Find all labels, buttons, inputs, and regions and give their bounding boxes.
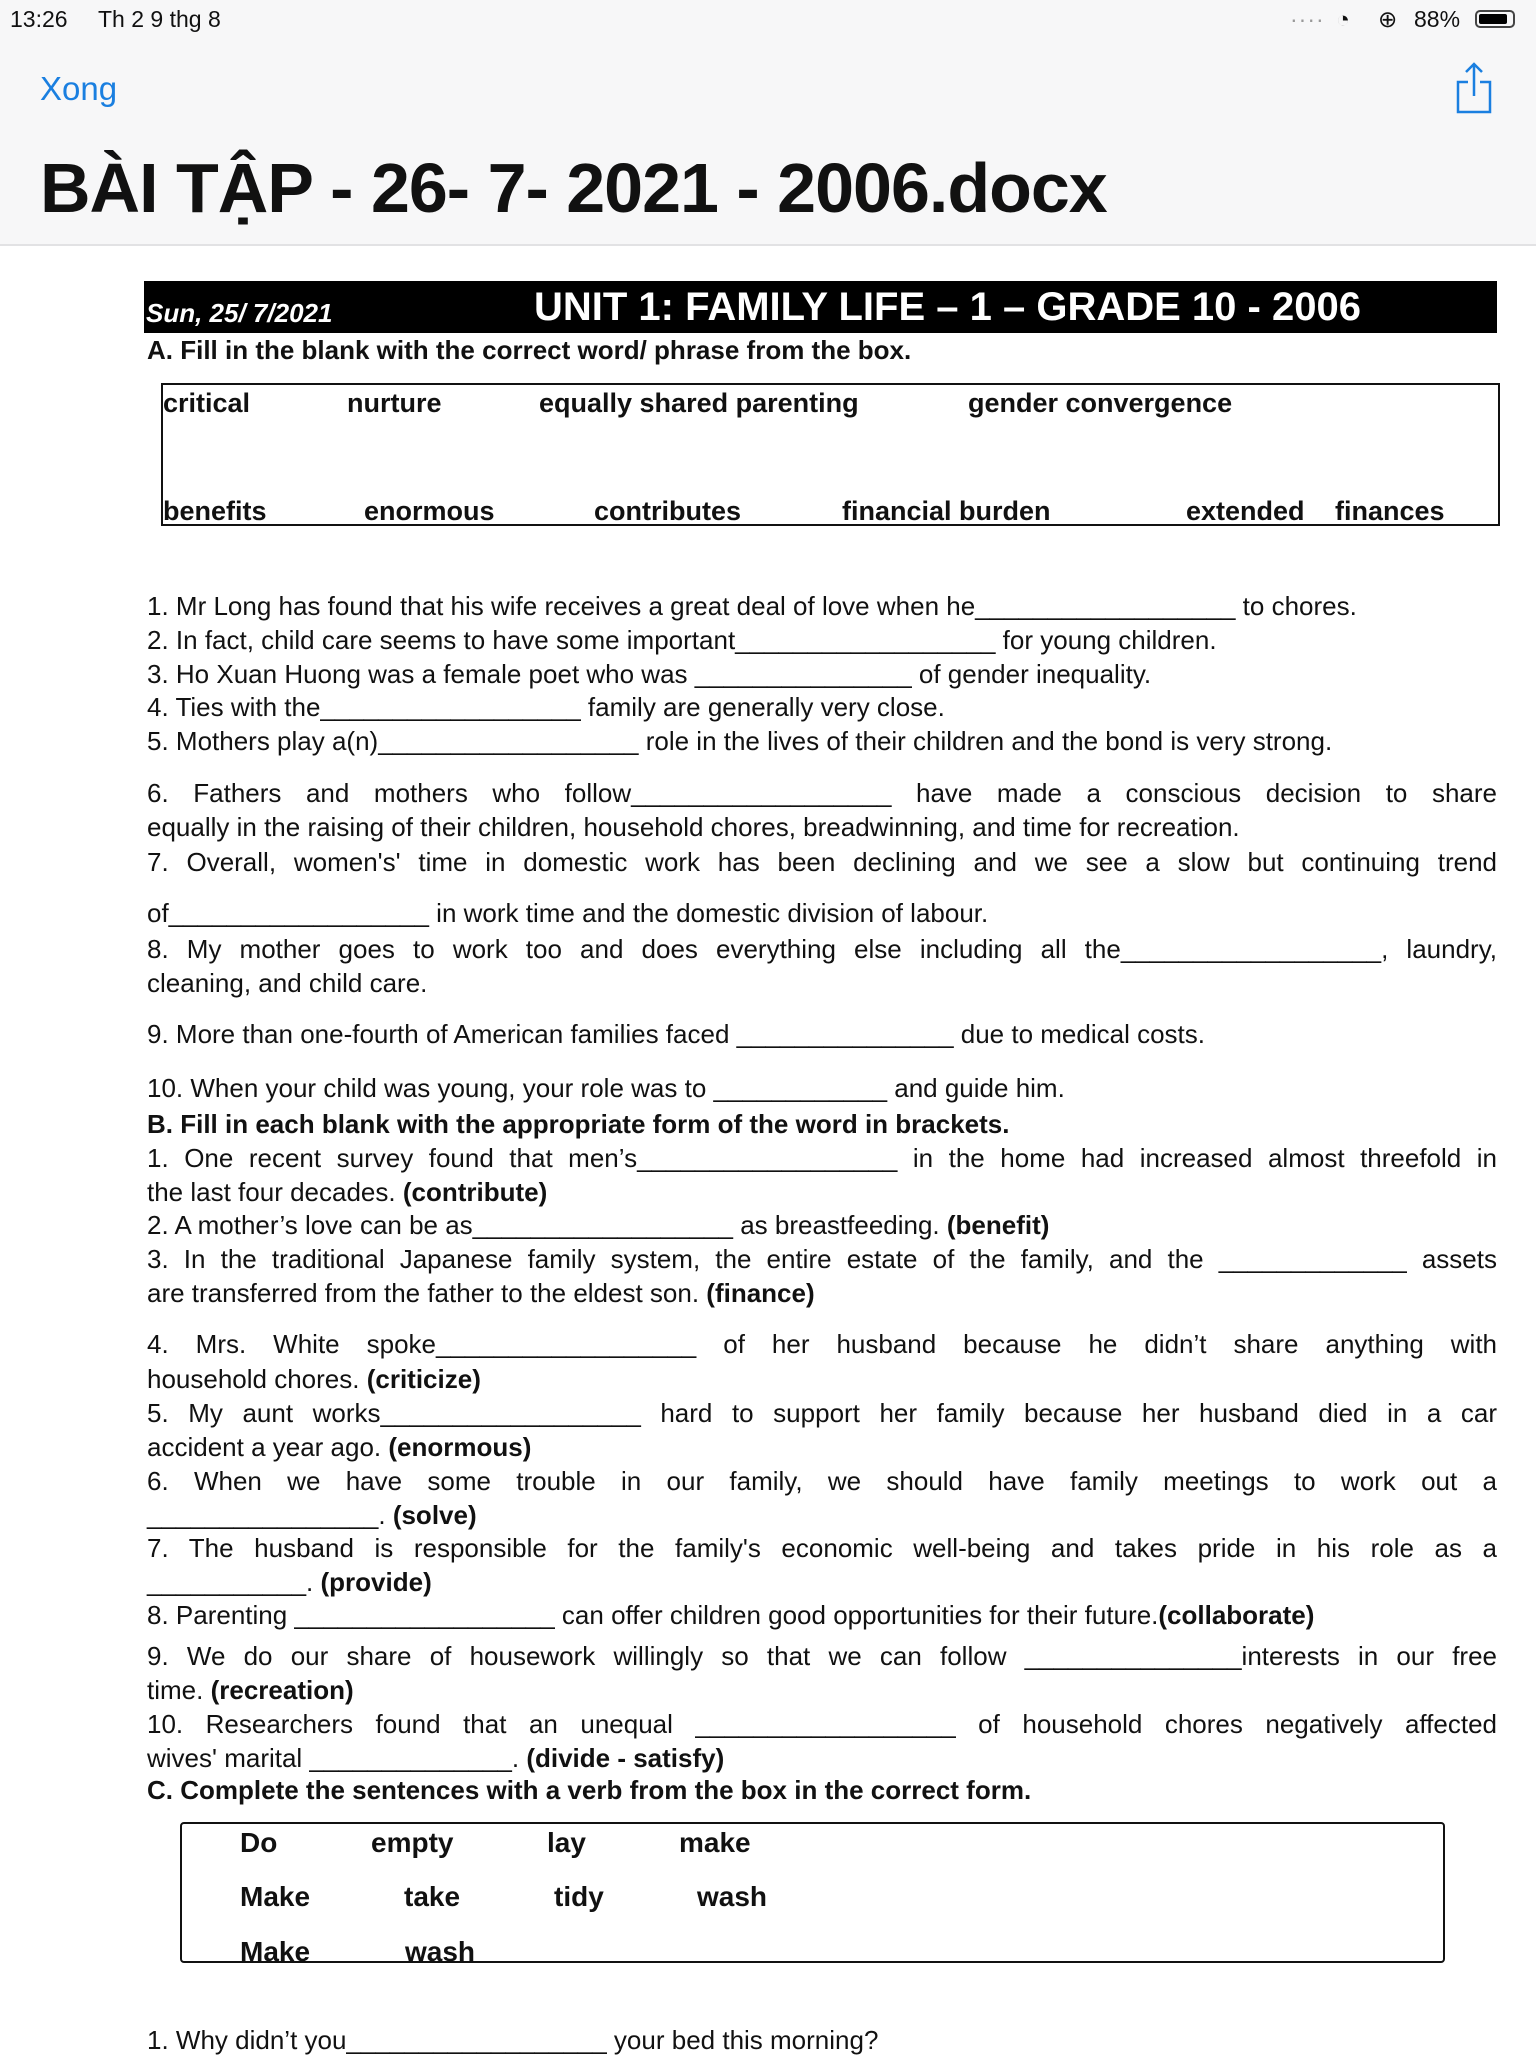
- signal-icon: ····: [1290, 6, 1325, 32]
- exercise-line: [147, 811, 1497, 843]
- banner-date: Sun, 25/ 7/2021: [146, 298, 333, 328]
- line-text: cleaning, and child care.: [147, 968, 428, 998]
- exercise-line: [147, 1742, 1497, 1774]
- section-heading: [147, 334, 1497, 366]
- line-text: B. Fill in each blank with the appropriate form of the word in brackets.: [147, 1109, 1010, 1139]
- exercise-line: [147, 1397, 1497, 1429]
- word-option: wash: [405, 1936, 476, 1967]
- line-text: 4. Ties with the__________________ family are generally very close.: [147, 692, 945, 722]
- word-option: critical: [163, 388, 251, 418]
- exercise-line: [147, 590, 1497, 622]
- line-text: 3. In the traditional Japanese family system, the entire estate of the family, and the _____________ assets: [147, 1244, 1497, 1274]
- word-option: financial burden: [842, 496, 1051, 526]
- word-option: wash: [697, 1881, 768, 1912]
- word-option: lay: [547, 1827, 586, 1858]
- exercise-line: [147, 725, 1497, 757]
- line-text: 3. Ho Xuan Huong was a female poet who was _______________ of gender inequality.: [147, 659, 1152, 689]
- word-option: tidy: [554, 1881, 604, 1912]
- line-text: ___________.: [147, 1567, 321, 1597]
- exercise-line: [147, 2024, 1497, 2056]
- line-text: time.: [147, 1675, 211, 1705]
- exercise-line: [147, 1142, 1497, 1174]
- word-option: benefits: [163, 496, 267, 526]
- exercise-line: [147, 933, 1497, 965]
- exercise-line: [147, 1674, 1497, 1706]
- line-text: 1. One recent survey found that men’s__________________ in the home had increased almost threefold in: [147, 1143, 1497, 1173]
- line-text: 1. Why didn’t you__________________ your bed this morning?: [147, 2025, 879, 2055]
- exercise-line: [147, 897, 1497, 929]
- line-text: accident a year ago.: [147, 1432, 389, 1462]
- line-text: C. Complete the sentences with a verb from the box in the correct form.: [147, 1775, 1032, 1805]
- word-hint: (provide): [320, 1567, 432, 1597]
- line-text: 9. More than one-fourth of American families faced _______________ due to medical costs.: [147, 1019, 1205, 1049]
- word-hint: (enormous): [388, 1432, 532, 1462]
- exercise-line: [147, 1072, 1497, 1104]
- line-text: 2. In fact, child care seems to have some important__________________ for young children.: [147, 625, 1217, 655]
- status-time: 13:26: [10, 6, 68, 32]
- document-header: [0, 0, 1536, 246]
- word-option: empty: [371, 1827, 454, 1858]
- exercise-line: [147, 1640, 1497, 1672]
- section-heading: [147, 1774, 1497, 1806]
- exercise-line: [147, 1363, 1497, 1395]
- line-text: 8. My mother goes to work too and does everything else including all the__________________, laundry,: [147, 934, 1497, 964]
- exercise-line: [147, 1328, 1497, 1360]
- word-option: equally shared parenting: [539, 388, 859, 418]
- share-icon[interactable]: [1456, 62, 1492, 114]
- word-option: Make: [240, 1936, 311, 1967]
- exercise-line: [147, 1532, 1497, 1564]
- exercise-line: [147, 1499, 1497, 1531]
- exercise-line: [147, 1018, 1497, 1050]
- exercise-line: [147, 777, 1497, 809]
- line-text: 7. The husband is responsible for the family's economic well-being and takes pride in his role as a: [147, 1533, 1497, 1563]
- word-option: finances: [1335, 496, 1445, 526]
- exercise-line: [147, 1431, 1497, 1463]
- word-option: make: [679, 1827, 751, 1858]
- done-button[interactable]: Xong: [40, 70, 118, 107]
- line-text: ________________.: [147, 1500, 393, 1530]
- word-option: take: [404, 1881, 461, 1912]
- line-text: the last four decades.: [147, 1177, 403, 1207]
- line-text: 5. My aunt works__________________ hard to support her family because her husband died in a car: [147, 1398, 1497, 1428]
- line-text: 10. Researchers found that an unequal __________________ of household chores negatively affected: [147, 1709, 1497, 1739]
- exercise-line: [147, 1566, 1497, 1598]
- exercise-line: [147, 1243, 1497, 1275]
- banner-unit-title: UNIT 1: FAMILY LIFE – 1 – GRADE 10 - 2006: [534, 285, 1361, 329]
- section-heading: [147, 1108, 1497, 1140]
- word-option: enormous: [364, 496, 495, 526]
- word-hint: (finance): [706, 1278, 815, 1308]
- exercise-line: [147, 1176, 1497, 1208]
- word-hint: (solve): [392, 1500, 477, 1530]
- exercise-line: [147, 846, 1497, 878]
- word-hint: (collaborate): [1158, 1600, 1315, 1630]
- line-text: 7. Overall, women's' time in domestic work has been declining and we see a slow but continuing trend: [147, 847, 1497, 877]
- line-text: A. Fill in the blank with the correct word/ phrase from the box.: [147, 335, 912, 365]
- line-text: wives' marital ______________.: [147, 1743, 527, 1773]
- status-date: Th 2 9 thg 8: [98, 6, 221, 32]
- word-option: gender convergence: [968, 388, 1233, 418]
- word-hint: (contribute): [402, 1177, 548, 1207]
- line-text: are transferred from the father to the eldest son.: [147, 1278, 707, 1308]
- line-text: 8. Parenting __________________ can offer children good opportunities for their future.: [147, 1600, 1159, 1630]
- line-text: equally in the raising of their children, household chores, breadwinning, and time for recreation.: [147, 812, 1240, 842]
- line-text: 4. Mrs. White spoke__________________ of her husband because he didn’t share anything with: [147, 1329, 1497, 1359]
- line-text: 10. When your child was young, your role was to ____________ and guide him.: [147, 1073, 1065, 1103]
- line-text: household chores.: [147, 1364, 367, 1394]
- line-text: 9. We do our share of housework willingly so that we can follow _______________interests in our free: [147, 1641, 1497, 1671]
- exercise-line: [147, 1465, 1497, 1497]
- exercise-line: [147, 691, 1497, 723]
- word-hint: (recreation): [210, 1675, 354, 1705]
- word-box-c: [180, 1822, 1445, 1963]
- word-hint: (divide - satisfy): [526, 1743, 725, 1773]
- word-option: Do: [240, 1827, 278, 1858]
- word-option: nurture: [347, 388, 442, 418]
- line-text: 2. A mother’s love can be as__________________ as breastfeeding.: [147, 1210, 947, 1240]
- word-hint: (benefit): [946, 1210, 1050, 1240]
- unit-banner: [144, 281, 1497, 333]
- line-text: of__________________ in work time and the domestic division of labour.: [147, 898, 989, 928]
- line-text: 6. When we have some trouble in our family, we should have family meetings to work out a: [147, 1466, 1497, 1496]
- line-text: 1. Mr Long has found that his wife receives a great deal of love when he__________________ to chores.: [147, 591, 1357, 621]
- word-option: extended: [1186, 496, 1305, 526]
- exercise-line: [147, 1708, 1497, 1740]
- line-text: 5. Mothers play a(n)__________________ role in the lives of their children and the bond is very strong.: [147, 726, 1333, 756]
- document-title: BÀI TẬP - 26- 7- 2021 - 2006.docx: [40, 149, 1107, 227]
- exercise-line: [147, 967, 1497, 999]
- word-hint: (criticize): [366, 1364, 481, 1394]
- exercise-line: [147, 1599, 1497, 1631]
- exercise-line: [147, 624, 1497, 656]
- exercise-line: [147, 658, 1497, 690]
- exercise-line: [147, 1277, 1497, 1309]
- word-option: Make: [240, 1881, 311, 1912]
- line-text: 6. Fathers and mothers who follow__________________ have made a conscious decision to share: [147, 778, 1497, 808]
- battery-icon: [1475, 10, 1515, 28]
- battery-percent: 88%: [1414, 6, 1461, 32]
- orientation-lock-icon: ⊕: [1378, 6, 1398, 32]
- word-option: contributes: [594, 496, 742, 526]
- wifi-icon: ◔: [1336, 6, 1350, 32]
- exercise-line: [147, 1209, 1497, 1241]
